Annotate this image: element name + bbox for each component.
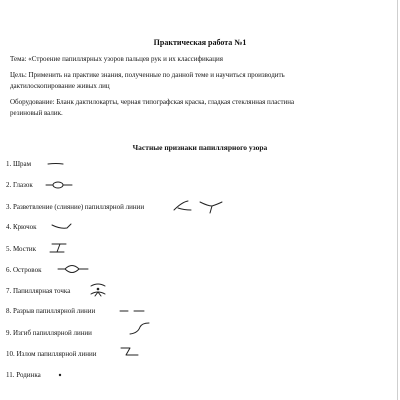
eye-loop-icon — [44, 180, 76, 190]
island-icon — [56, 261, 90, 277]
papillary-dot-icon — [88, 279, 108, 299]
item-number: 10. — [6, 350, 15, 358]
list-item-mole — [6, 369, 41, 381]
item-number: 11. — [6, 371, 15, 379]
list-item-kink — [6, 348, 97, 360]
item-number: 6. — [6, 266, 12, 274]
item-label: Мостик — [13, 245, 37, 253]
item-label: Шрам — [13, 160, 32, 168]
item-label: Разветвление (слияние) папиллярной линии — [13, 203, 145, 211]
item-label: Островок — [13, 266, 42, 274]
line-bend-icon — [128, 319, 152, 337]
item-number: 8. — [6, 307, 12, 315]
item-label: Разрыв папиллярной линии — [13, 307, 96, 315]
item-label: Папиллярная точка — [13, 287, 71, 295]
item-number: 4. — [6, 223, 12, 231]
list-item-scar — [6, 158, 31, 170]
item-number: 3. — [6, 203, 12, 211]
page-edge-border — [397, 0, 398, 400]
bifurcation-icon — [170, 198, 226, 216]
theme-paragraph: Тема: «Строение папиллярных узоров пальцев рук и их классификация — [10, 55, 223, 63]
item-number: 7. — [6, 287, 12, 295]
section-subtitle: Частные признаки папиллярного узора — [132, 143, 268, 152]
hook-icon — [50, 220, 74, 234]
list-item-break — [6, 305, 95, 317]
goal-line-1: Цель: Применить на практике знания, полученные по данной теме и научиться производить — [10, 71, 285, 79]
scar-line-icon — [46, 159, 66, 169]
equipment-line-2: резиновый валик. — [10, 109, 63, 117]
line-break-icon — [118, 306, 146, 316]
list-item-island — [6, 264, 41, 276]
document-title: Практическая работа №1 — [153, 38, 247, 47]
line-kink-icon — [118, 344, 142, 360]
goal-paragraph — [10, 70, 360, 92]
mole-dot-icon — [56, 370, 64, 380]
item-label: Родинка — [16, 371, 41, 379]
item-label: Крючок — [13, 223, 37, 231]
equipment-line-1: Оборудование: Бланк дактилокарты, черная типографская краска, гладкая стеклянная пластина — [10, 98, 295, 106]
equipment-paragraph — [10, 97, 360, 119]
list-item-bridge — [6, 243, 36, 255]
list-item-eye — [6, 179, 33, 191]
item-number: 9. — [6, 329, 12, 337]
item-label: Глазок — [13, 181, 33, 189]
goal-line-2: дактилоскопирование живых лиц — [10, 82, 110, 90]
item-number: 5. — [6, 245, 12, 253]
list-item-bend — [6, 327, 92, 339]
list-item-hook — [6, 221, 37, 233]
list-item-bifurcation — [6, 201, 144, 213]
item-label: Излом папиллярной линии — [16, 350, 97, 358]
item-number: 1. — [6, 160, 12, 168]
list-item-papillary-point — [6, 285, 70, 297]
bridge-icon — [48, 240, 70, 256]
item-label: Изгиб папиллярной линии — [13, 329, 92, 337]
item-number: 2. — [6, 181, 12, 189]
